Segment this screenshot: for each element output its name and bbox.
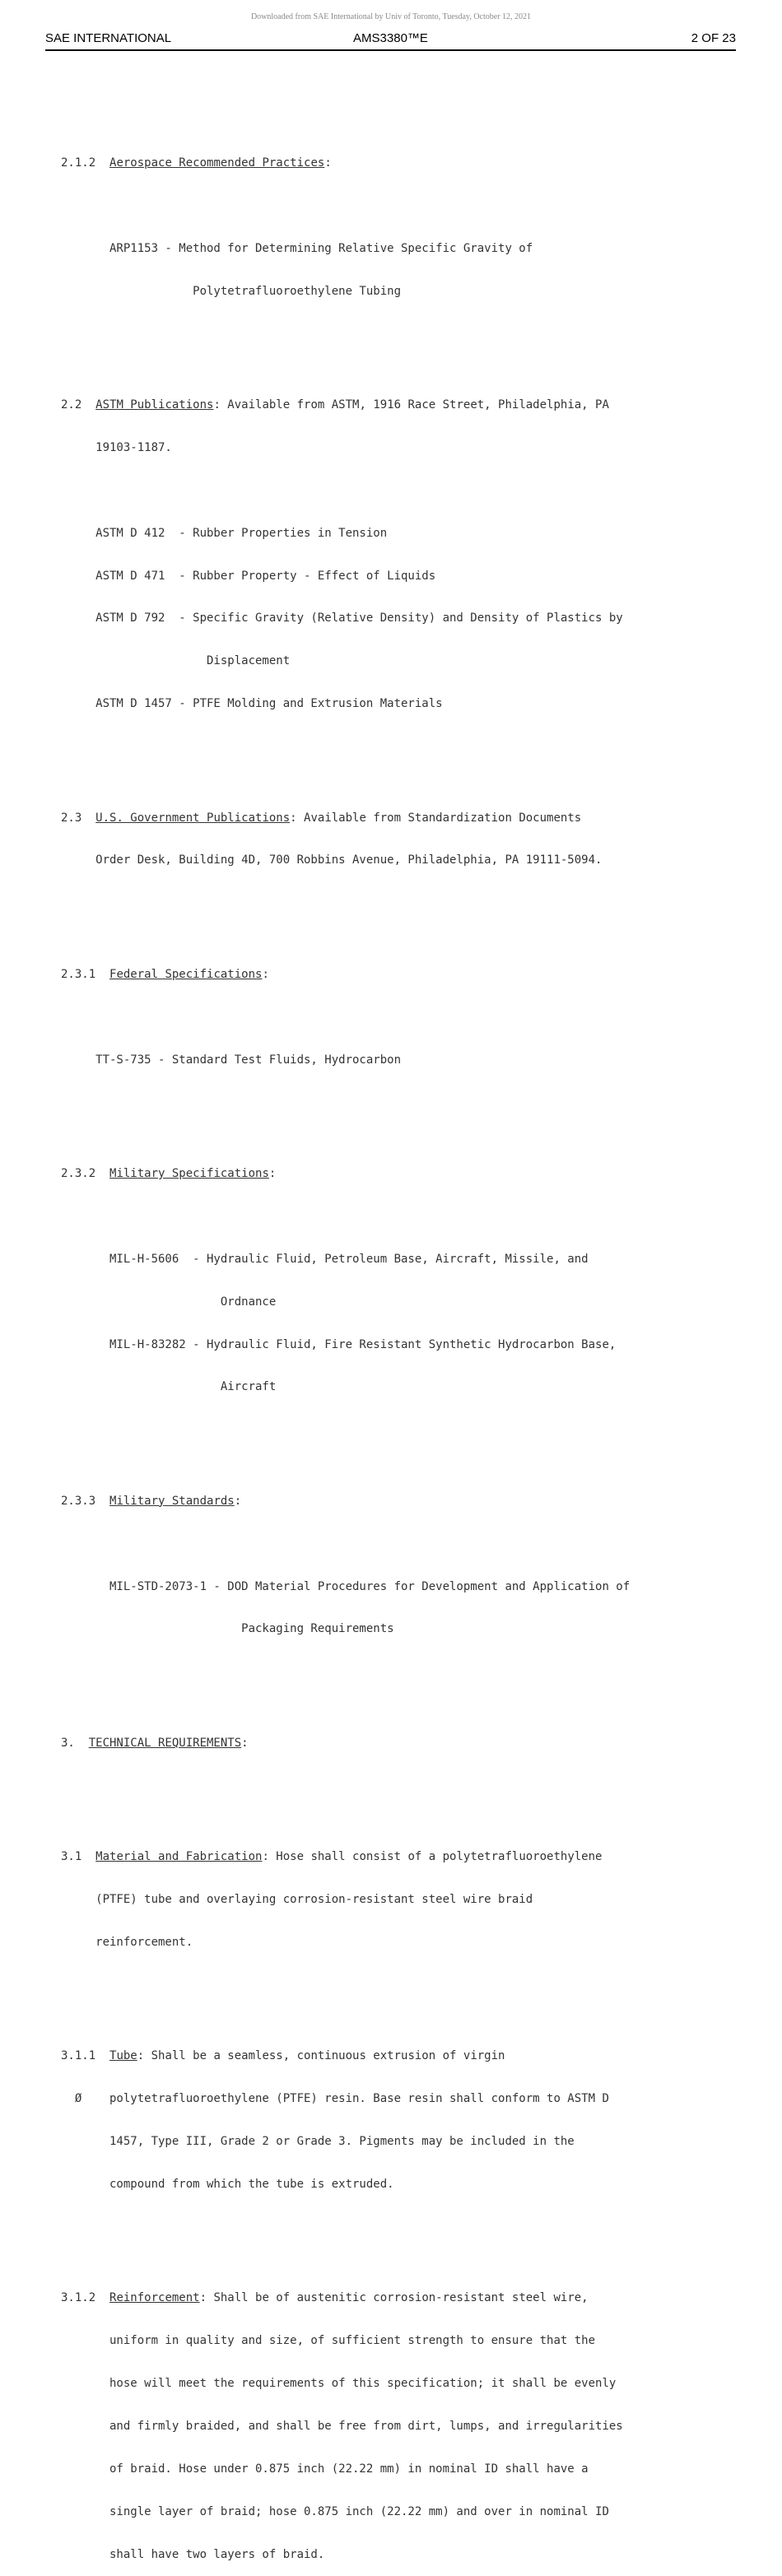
paragraph-line: 1457, Type III, Grade 2 or Grade 3. Pigments may be included in the: [61, 2135, 575, 2149]
section-2-3-heading: [61, 811, 719, 825]
page-number: 2 OF 23: [691, 31, 736, 45]
paragraph-line: single layer of braid; hose 0.875 inch (22.22 mm) and over in nominal ID: [61, 2504, 609, 2518]
reference-line: ASTM D 412 - Rubber Properties in Tension: [61, 526, 388, 540]
paragraph-line: Order Desk, Building 4D, 700 Robbins Avenue, Philadelphia, PA 19111-5094.: [61, 853, 603, 867]
section-number: 2.3.3: [61, 1494, 110, 1508]
section-title: Material and Fabrication: [95, 1850, 263, 1864]
download-notice: Downloaded from SAE International by Univ of Toronto, Tuesday, October 12, 2021: [250, 12, 532, 21]
section-number: 3.1.2: [61, 2291, 110, 2305]
section-3-1-1-heading: [61, 2049, 719, 2063]
section-3-1-2-heading: [61, 2291, 719, 2305]
section-number: 3.1: [61, 1850, 96, 1864]
reference-line: TT-S-735 - Standard Test Fluids, Hydrocarbon: [61, 1053, 402, 1067]
section-text: : Available from ASTM, 1916 Race Street, Philadelphia, PA: [213, 398, 609, 412]
paragraph-line: compound from which the tube is extruded.: [61, 2178, 394, 2192]
section-2-3-3-heading: [61, 1495, 719, 1509]
paragraph-line: hose will meet the requirements of this specification; it shall be evenly: [61, 2377, 617, 2391]
section-number: 2.3.2: [61, 1166, 110, 1180]
section-2-2-heading: [61, 398, 719, 412]
section-2-1-2-heading: [61, 156, 719, 170]
reference-line: ASTM D 1457 - PTFE Molding and Extrusion Materials: [61, 697, 443, 711]
document-body: [61, 114, 719, 2576]
reference-line: MIL-STD-2073-1 - DOD Material Procedures for Development and Application of: [61, 1579, 631, 1593]
section-number: 3.: [61, 1736, 89, 1750]
paragraph-line: shall have two layers of braid.: [61, 2547, 325, 2561]
section-number: 2.2: [61, 398, 96, 412]
section-title: Military Standards: [109, 1494, 235, 1508]
reference-line: Polytetrafluoroethylene Tubing: [61, 284, 402, 298]
paragraph-line: reinforcement.: [61, 1936, 193, 1949]
section-title: Tube: [109, 2049, 137, 2063]
reference-line: Aircraft: [61, 1380, 277, 1394]
section-text: : Shall be a seamless, continuous extrusion of virgin: [137, 2049, 505, 2063]
paragraph-line: Ø polytetrafluoroethylene (PTFE) resin. Base resin shall conform to ASTM D: [61, 2092, 609, 2106]
paragraph-line: uniform in quality and size, of sufficient strength to ensure that the: [61, 2334, 596, 2348]
reference-line: ASTM D 471 - Rubber Property - Effect of Liquids: [61, 569, 436, 583]
section-number: 3.1.1: [61, 2049, 110, 2063]
section-title: Reinforcement: [109, 2291, 200, 2305]
section-number: 2.3: [61, 811, 96, 825]
reference-line: ARP1153 - Method for Determining Relative Specific Gravity of: [61, 241, 533, 255]
section-title: Aerospace Recommended Practices: [109, 156, 325, 170]
section-title: TECHNICAL REQUIREMENTS: [88, 1736, 242, 1750]
reference-line: Ordnance: [61, 1295, 277, 1309]
paragraph-line: of braid. Hose under 0.875 inch (22.22 mm) in nominal ID shall have a: [61, 2462, 589, 2476]
paragraph-line: (PTFE) tube and overlaying corrosion-resistant steel wire braid: [61, 1893, 533, 1907]
section-text: : Shall be of austenitic corrosion-resistant steel wire,: [199, 2291, 589, 2305]
page-header: [45, 31, 736, 51]
reference-line: Displacement: [61, 654, 291, 668]
section-text: : Available from Standardization Documents: [290, 811, 582, 825]
colon: :: [268, 1166, 277, 1180]
section-title: Federal Specifications: [109, 967, 263, 981]
section-title: ASTM Publications: [95, 398, 214, 412]
section-title: Military Specifications: [109, 1166, 269, 1180]
publisher-name: SAE INTERNATIONAL: [45, 31, 172, 45]
colon: :: [262, 967, 269, 981]
paragraph-line: and firmly braided, and shall be free from dirt, lumps, and irregularities: [61, 2420, 623, 2434]
reference-line: MIL-H-5606 - Hydraulic Fluid, Petroleum Base, Aircraft, Missile, and: [61, 1252, 589, 1266]
reference-line: ASTM D 792 - Specific Gravity (Relative Density) and Density of Plastics by: [61, 611, 623, 625]
colon: :: [324, 156, 332, 170]
section-2-3-1-heading: [61, 968, 719, 982]
colon: :: [234, 1494, 242, 1508]
section-3-1-heading: [61, 1850, 719, 1864]
section-2-3-2-heading: [61, 1167, 719, 1181]
section-number: 2.1.2: [61, 156, 110, 170]
reference-line: MIL-H-83282 - Hydraulic Fluid, Fire Resistant Synthetic Hydrocarbon Base,: [61, 1337, 617, 1351]
reference-line: Packaging Requirements: [61, 1622, 394, 1636]
section-number: 2.3.1: [61, 967, 110, 981]
section-3-heading: [61, 1737, 719, 1751]
document-number: AMS3380™E: [353, 31, 428, 45]
paragraph-line: 19103-1187.: [61, 440, 172, 454]
section-text: : Hose shall consist of a polytetrafluoroethylene: [262, 1850, 603, 1864]
colon: :: [241, 1736, 249, 1750]
section-title: U.S. Government Publications: [95, 811, 291, 825]
